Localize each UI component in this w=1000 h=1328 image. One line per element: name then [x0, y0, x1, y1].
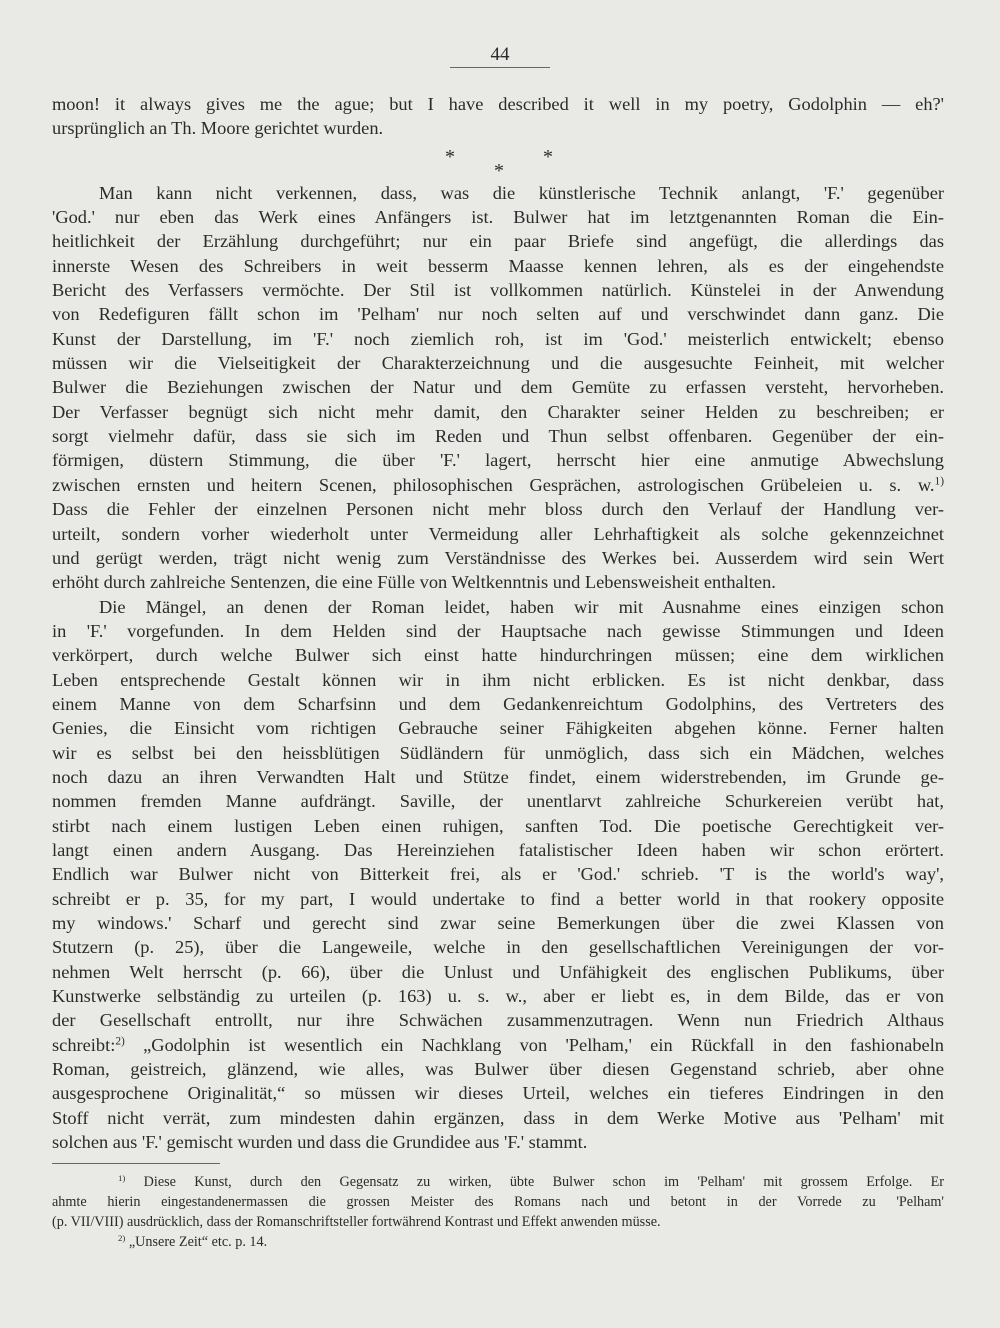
text-line: stirbt nach einem lustigen Leben einen ruhigen, sanften Tod. Die poetische Gerechtigkeit ver-	[52, 815, 944, 836]
text-line: moon! it always gives me the ague; but I have described it well in my poetry, Godolphin — eh?'	[52, 94, 944, 114]
text-line: verkörpert, durch welche Bulwer sich einst hatte hindurchringen müssen; eine dem wirklichen	[52, 645, 944, 666]
footnote-line: ahmte hierin eingestandenermassen die grossen Meister des Romans nach und betont in der Vorrede zu 'Pelham'	[52, 1194, 944, 1210]
footnote-2	[52, 1232, 944, 1252]
text-line: noch dazu an ihren Verwandten Halt und Stütze findet, einem widerstrebenden, im Grunde ge-	[52, 766, 944, 787]
asterisk: *	[445, 145, 455, 168]
text-line: Genies, die Einsicht vom richtigen Gebrauche seiner Fähigkeiten abgehen könne. Ferner halten	[52, 718, 944, 739]
text-line: und gerügt werden, trägt nicht wenig zum Verständnisse des Werkes bei. Ausserdem wird sein Wert	[52, 547, 944, 568]
text-line: Stoff nicht verrät, zum mindesten dahin ergänzen, dass in dem Werke Motive aus 'Pelham' mit	[52, 1107, 944, 1128]
text-line: Die Mängel, an denen der Roman leidet, haben wir mit Ausnahme eines einzigen schon	[99, 596, 944, 617]
asterisk: *	[543, 145, 553, 168]
text-line: förmigen, düstern Stimmung, die über 'F.' lagert, herrscht hier eine anmutige Abwechslung	[52, 450, 944, 471]
text-line: nehmen Welt herrscht (p. 66), über die Unlust und Unfähigkeit des englischen Publikums, über	[52, 961, 944, 982]
page-number: 44	[490, 44, 510, 65]
footnote-line: (p. VII/VIII) ausdrücklich, dass der Romanschriftsteller fortwährend Kontrast und Effekt anwenden müsse.	[52, 1214, 661, 1230]
text-line: Bericht des Verfassers vermöchte. Der Stil ist vollkommen natürlich. Künstelei in der Anwendung	[52, 280, 944, 301]
footnote-line	[52, 1232, 944, 1252]
paragraph-shortcomings	[52, 595, 944, 1155]
text-line: langt einen andern Ausgang. Das Hereinziehen fatalistischer Ideen haben wir schon erörtert.	[52, 839, 944, 860]
text-line: sorgt vielmehr dafür, dass sie sich im Reden und Thun selbst offenbaren. Gegenüber der ein-	[52, 426, 944, 447]
text-line: ausgesprochene Originalität,“ so müssen wir dieses Urteil, welches ein tieferes Eindringen in den	[52, 1083, 944, 1104]
text-line: der Gesellschaft entrollt, nur ihre Schwächen zusammenzutragen. Wenn nun Friedrich Althaus	[52, 1010, 944, 1031]
text-segment: „Godolphin ist wesentlich ein Nachklang von 'Pelham,' ein Rückfall in den fashionabeln	[143, 1034, 944, 1055]
text-line: Kunstwerke selbständig zu urteilen (p. 163) u. s. w., aber er liebt es, in dem Bilde, das er von	[52, 986, 944, 1007]
section-break-asterisks	[52, 143, 944, 181]
text-line: Dass die Fehler der einzelnen Personen nicht mehr bloss durch den Verlauf der Handlung ver-	[52, 499, 944, 520]
text-line: Kunst der Darstellung, im 'F.' noch ziemlich roh, ist im 'God.' meisterlich entwickelt; ebenso	[52, 328, 944, 349]
text-line: heitlichkeit der Erzählung durchgeführt; nur ein paar Briefe sind angefügt, die allerdings das	[52, 231, 944, 252]
text-line: schreibt er p. 35, for my part, I would undertake to find a better world in that rookery opposite	[52, 888, 944, 909]
text-segment: zwischen ernsten und heitern Scenen, philosophischen Gesprächen, astrologischen Grübeleien u. s. w.	[52, 474, 935, 495]
footnotes	[52, 1172, 944, 1252]
text-line: müssen wir die Vielseitigkeit der Charakterzeichnung und die ausgesuchte Feinheit, mit welcher	[52, 353, 944, 374]
text-line: my windows.' Scharf und gerecht sind zwar seine Bemerkungen über die zwei Klassen von	[52, 913, 944, 933]
footnote-line	[52, 1172, 944, 1192]
text-segment: Diese Kunst, durch den Gegensatz zu wirken, übte Bulwer schon im 'Pelham' mit grossem Erfolge. Er	[143, 1174, 945, 1190]
footnote-reference-1[interactable]: 1)	[934, 475, 944, 488]
text-line: Roman, geistreich, glänzend, wie alles, was Bulwer über diesen Gegenstand schrieb, aber ohne	[52, 1059, 944, 1080]
footnote-marker: 2)	[118, 1233, 126, 1244]
footnote-separator	[52, 1163, 220, 1164]
text-line: nommen fremden Manne aufdrängt. Saville, der unentlarvt zahlreiche Schurkereien verübt hat,	[52, 791, 944, 812]
text-line: 'God.' nur eben das Werk eines Anfängers ist. Bulwer hat im letztgenannten Roman die Ein-	[52, 207, 944, 228]
text-segment: „Unsere Zeit“ etc. p. 14.	[128, 1234, 268, 1250]
text-line: ursprünglich an Th. Moore gerichtet wurden.	[52, 118, 384, 139]
body-text	[52, 92, 944, 1154]
text-line: innerste Wesen des Schreibers in weit besserm Maasse kennen lehren, als es der eingehendste	[52, 255, 944, 276]
asterisk: *	[494, 159, 504, 182]
text-line: solchen aus 'F.' gemischt wurden und dass die Grundidee aus 'F.' stammt.	[52, 1132, 588, 1153]
text-line	[52, 473, 944, 497]
text-segment: schreibt:	[52, 1034, 116, 1055]
paragraph-continuation	[52, 92, 944, 141]
text-line: einem Manne von dem Scharfsinn und dem Gedankenreichtum Godolphins, des Vertreters des	[52, 693, 944, 714]
text-line: Stutzern (p. 25), über die Langeweile, welche in den gesellschaftlichen Vereinigungen der vor-	[52, 937, 944, 958]
text-line: Leben entsprechende Gestalt können wir in ihm nicht erblicken. Es ist nicht denkbar, dass	[52, 669, 944, 690]
footnote-reference-2[interactable]: 2)	[115, 1035, 125, 1048]
footnote-1	[52, 1172, 944, 1232]
page-number-rule	[450, 67, 550, 68]
text-line: in 'F.' vorgefunden. In dem Helden sind der Hauptsache nach gewisse Stimmungen und Ideen	[52, 620, 944, 641]
text-line: von Redefiguren fällt schon im 'Pelham' nur noch selten auf und verschwindet dann ganz. Die	[52, 304, 944, 325]
footnote-marker: 1)	[118, 1173, 126, 1184]
text-line: Bulwer die Beziehungen zwischen der Natur und dem Gemüte zu erfassen versteht, hervorheben.	[52, 377, 944, 398]
text-line: Endlich war Bulwer nicht von Bitterkeit frei, als er 'God.' schrieb. 'T is the world's way',	[52, 864, 944, 885]
text-line: Man kann nicht verkennen, dass, was die künstlerische Technik anlangt, 'F.' gegenüber	[99, 182, 944, 203]
paragraph-technique	[52, 181, 944, 595]
text-line: Der Verfasser begnügt sich nicht mehr damit, den Charakter seiner Helden zu beschreiben; er	[52, 401, 944, 422]
text-line: wir es selbst bei den heissblütigen Südländern für unmöglich, dass sich ein Mädchen, welches	[52, 742, 944, 763]
text-line: urteilt, sondern vorher wiederholt unter Vermeidung aller Lehrhaftigkeit als solche gekennzeichnet	[52, 523, 944, 544]
text-line: erhöht durch zahlreiche Sentenzen, die eine Fülle von Weltkenntnis und Lebensweisheit enthalten.	[52, 572, 776, 593]
text-line	[52, 1033, 944, 1057]
